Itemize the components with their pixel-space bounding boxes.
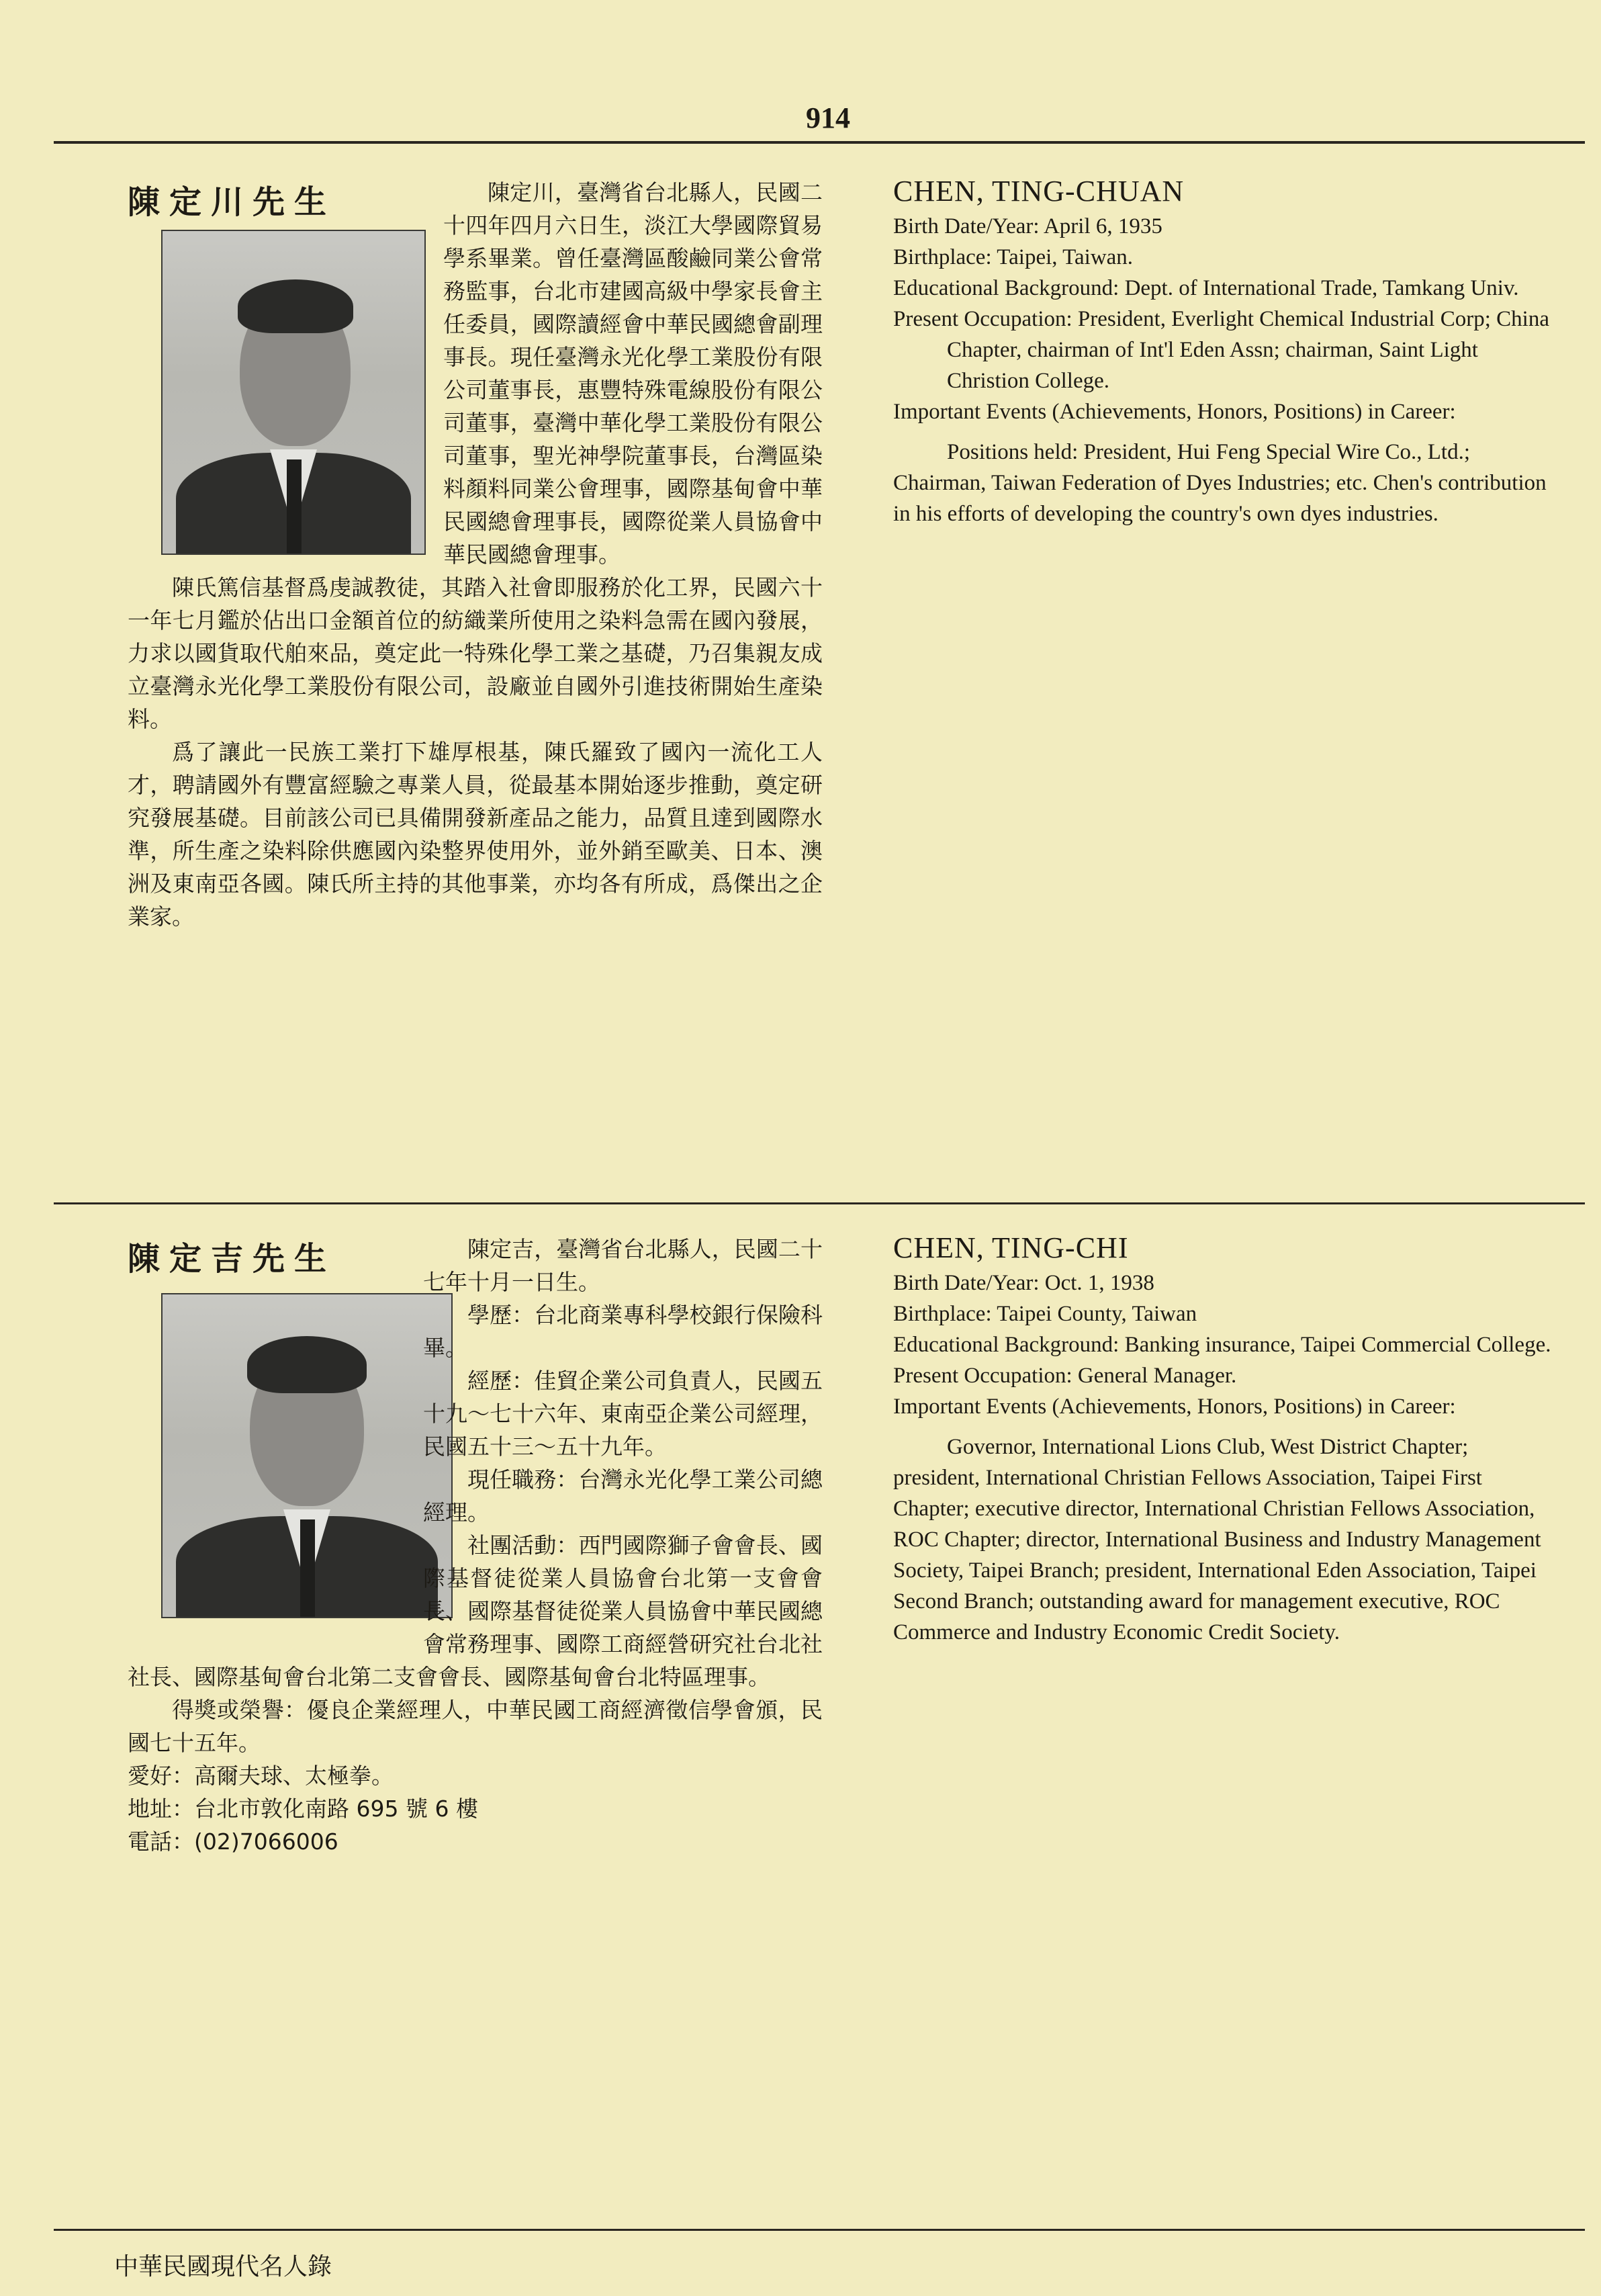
chinese-paragraph: 陳定川，臺灣省台北縣人，民國二十四年四月六日生，淡江大學國際貿易學系畢業。曾任臺灣區酸鹼同業公會常務監事，台北市建國高級中學家長會主任委員，國際讀經會中華民國總會副理事長。現任臺灣永光化學工業股份有限公司董事長，惠豐特殊電線股份有限公司董事，臺灣中華化學工業股份有限公司董事，聖光神學院董事長，台灣區染料顏料同業公會理事，國際基甸會中華民國總會理事長，國際從業人員協會中華民國總會理事。	[443, 179, 823, 568]
chinese-column	[128, 1233, 833, 2213]
chinese-biography	[128, 1233, 823, 1858]
chinese-biography	[128, 176, 823, 933]
chinese-name: 陳定吉先生	[128, 1240, 336, 1278]
book-title: 中華民國現代名人錄	[114, 2253, 332, 2281]
chinese-column	[128, 176, 833, 1184]
birthplace: Birthplace: Taipei County, Taiwan	[893, 1302, 1197, 1326]
chinese-paragraph: 學歷：台北商業專科學校銀行保險科畢。	[423, 1302, 823, 1361]
hobbies: 愛好：高爾夫球、太極拳。	[128, 1763, 394, 1789]
chinese-paragraph: 陳氏篤信基督爲虔誠教徒，其踏入社會即服務於化工界，民國六十一年七月鑑於佔出口金額首位的紡織業所使用之染料急需在國內發展，力求以國貨取代舶來品，奠定此一特殊化學工業之基礎，乃召集親友成立臺灣永光化學工業股份有限公司，設廠並自國外引進技術開始生產染料。	[128, 574, 823, 732]
education: Educational Background: Banking insurance, Taipei Commercial College.	[893, 1333, 1551, 1357]
occupation: Present Occupation: General Manager.	[893, 1364, 1237, 1388]
page-number: 914	[806, 101, 850, 134]
biography-entry	[0, 176, 1601, 1184]
chinese-paragraph: 得獎或榮譽：優良企業經理人，中華民國工商經濟徵信學會頒，民國七十五年。	[128, 1697, 823, 1756]
chinese-paragraph: 社團活動：西門國際獅子會會長、國際基督徒從業人員協會台北第一支會會長、國際基督徒從業人員協會中華民國總會常務理事、國際工商經營研究社台北社社長、國際基甸會台北第二支會會長、國際基甸會台北特區理事。	[128, 1532, 823, 1690]
career-text: Positions held: President, Hui Feng Special Wire Co., Ltd.; Chairman, Taiwan Federation of Dyes Industries; etc. Chen's contribution in his efforts of developing the country's own dyes industries.	[893, 440, 1547, 526]
address: 地址：台北市敦化南路 695 號 6 樓	[128, 1796, 478, 1822]
biography-entry	[0, 1233, 1601, 2213]
birth-date: Birth Date/Year: Oct. 1, 1938	[893, 1271, 1154, 1295]
occupation: Present Occupation: President, Everlight Chemical Industrial Corp; China Chapter, chairman of Int'l Eden Assn; chairman, Saint Light Christion College.	[893, 307, 1549, 393]
phone: 電話：(02)7066006	[128, 1828, 338, 1855]
english-column	[893, 176, 1558, 529]
english-name: CHEN, TING-CHUAN	[893, 175, 1185, 208]
birthplace: Birthplace: Taipei, Taiwan.	[893, 245, 1134, 269]
section-divider	[54, 1202, 1585, 1204]
english-name: CHEN, TING-CHI	[893, 1231, 1129, 1264]
birth-date: Birth Date/Year: April 6, 1935	[893, 214, 1162, 238]
education: Educational Background: Dept. of International Trade, Tamkang Univ.	[893, 276, 1519, 300]
header-rule	[54, 141, 1585, 144]
chinese-name: 陳定川先生	[128, 183, 336, 221]
chinese-paragraph: 陳定吉，臺灣省台北縣人，民國二十七年十月一日生。	[423, 1236, 823, 1295]
career-text: Governor, International Lions Club, West District Chapter; president, International Christian Fellows Association, Taipei First Chapter; executive director, International Christian Fellows Association, ROC Chapter; director, International Business and Industry Management Society, Taipei Branch; president, International Eden Association, Taipei Second Branch; outstanding award for management executive, ROC Commerce and Industry Economic Credit Society.	[893, 1435, 1541, 1644]
footer-rule	[54, 2229, 1585, 2231]
events-heading: Important Events (Achievements, Honors, Positions) in Career:	[893, 400, 1456, 424]
english-column	[893, 1233, 1558, 1648]
chinese-paragraph: 爲了讓此一民族工業打下雄厚根基，陳氏羅致了國內一流化工人才，聘請國外有豐富經驗之專業人員，從最基本開始逐步推動，奠定研究發展基礎。目前該公司已具備開發新產品之能力，品質且達到國際水準，所生產之染料除供應國內染整界使用外，並外銷至歐美、日本、澳洲及東南亞各國。陳氏所主持的其他事業，亦均各有所成，爲傑出之企業家。	[128, 739, 823, 930]
chinese-paragraph: 經歷：佳貿企業公司負責人，民國五十九～七十六年、東南亞企業公司經理，民國五十三～五十九年。	[423, 1368, 823, 1460]
events-heading: Important Events (Achievements, Honors, Positions) in Career:	[893, 1395, 1456, 1419]
chinese-paragraph: 現任職務：台灣永光化學工業公司總經理。	[423, 1466, 823, 1526]
